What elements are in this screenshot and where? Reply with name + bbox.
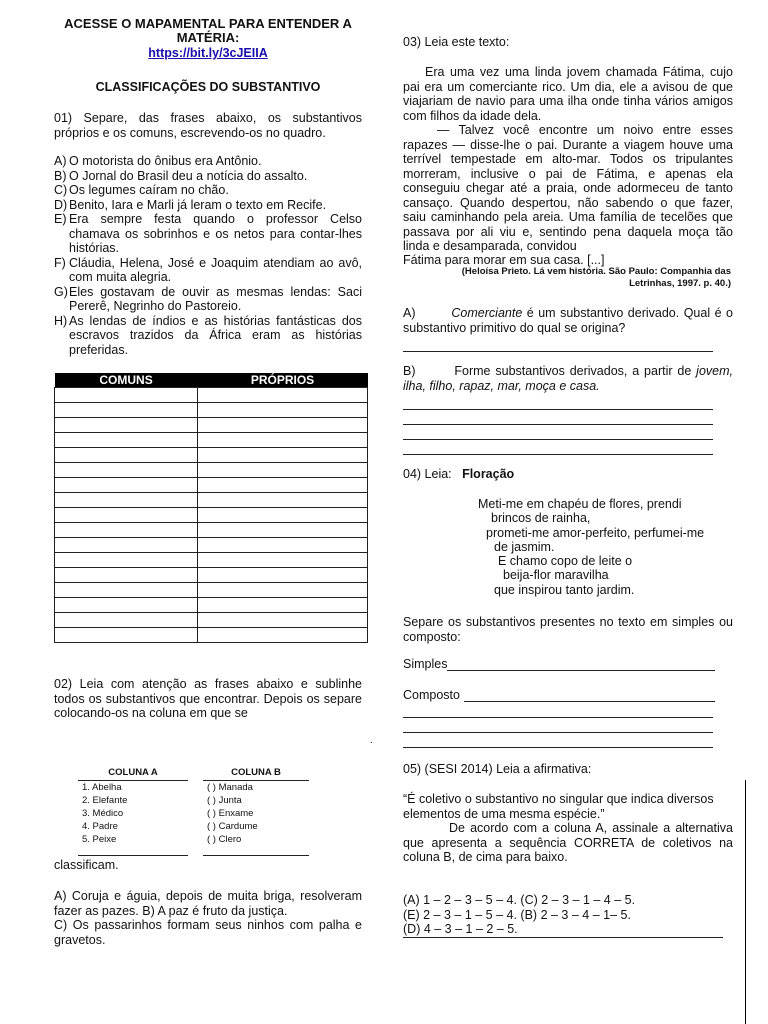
- q4-prompt-row: [403, 467, 514, 481]
- table-row: [55, 523, 368, 538]
- proprios-cell[interactable]: [198, 583, 368, 598]
- q3-paragraph-1: Era uma vez uma linda jovem chamada Fátima, cujo pai era um comerciante rico. Um dia, ele a avisou de que viajariam de navio para uma ilha onde tinha vários amigos com filhos da idade dela.: [403, 65, 733, 123]
- q1-item: [54, 285, 362, 314]
- page-title: CLASSIFICAÇÕES DO SUBSTANTIVO: [95, 80, 321, 94]
- table-row: [55, 463, 368, 478]
- comuns-cell[interactable]: [55, 433, 198, 448]
- coluna-b: [203, 765, 309, 846]
- table-row: [55, 493, 368, 508]
- q1-item-key: G): [54, 284, 68, 299]
- simples-label: Simples: [403, 657, 448, 671]
- poem-line: de jasmim.: [494, 539, 555, 554]
- q1-item-key: C): [54, 183, 68, 197]
- comuns-cell[interactable]: [55, 418, 198, 433]
- proprios-cell[interactable]: [198, 523, 368, 538]
- stray-dot: .: [370, 735, 373, 746]
- q1-items: [54, 154, 362, 357]
- comuns-cell[interactable]: [55, 628, 198, 643]
- comuns-cell[interactable]: [55, 583, 198, 598]
- poem-title: Floração: [462, 467, 515, 481]
- table-row: [55, 538, 368, 553]
- q5-instruction: De acordo com a coluna A, assinale a alternativa que apresenta a sequência CORRETA de coletivos na coluna B, de cima para baixo.: [403, 821, 733, 864]
- q1-item-key: A): [54, 154, 67, 168]
- q1-item-key: B): [54, 168, 67, 183]
- q1-item-text: As lendas de índios e as histórias fantásticas dos escravos trazidos da África eram as histórias preferidas.: [69, 313, 362, 357]
- q1-item-key: F): [54, 255, 66, 270]
- q3-a-answer-lines[interactable]: [403, 337, 713, 352]
- q1-item-text: Cláudia, Helena, José e Joaquim atendiam ao avô, com muita alegria.: [69, 255, 362, 284]
- q1-item: [54, 154, 362, 169]
- simples-field[interactable]: [403, 656, 715, 671]
- proprios-cell[interactable]: [198, 418, 368, 433]
- coluna-a-item: 2. Elefante: [82, 795, 128, 806]
- comuns-cell[interactable]: [55, 403, 198, 418]
- coluna-a-bottom-rule: [78, 855, 188, 856]
- table-row: [55, 403, 368, 418]
- poem-line: beija-flor maravilha: [503, 568, 609, 583]
- comuns-cell[interactable]: [55, 448, 198, 463]
- proprios-cell[interactable]: [198, 538, 368, 553]
- table-row: [55, 418, 368, 433]
- table-row: [55, 628, 368, 643]
- table-row: [55, 448, 368, 463]
- q2-after: classificam.: [54, 858, 119, 872]
- table-row: [55, 598, 368, 613]
- q3-a-text: é um substantivo derivado. Qual é o substantivo primitivo do qual se origina?: [403, 306, 733, 335]
- table-row: [55, 553, 368, 568]
- proprios-cell[interactable]: [198, 508, 368, 523]
- right-margin-rule: [745, 780, 746, 1024]
- nouns-table: [54, 373, 368, 643]
- table-row: [55, 433, 368, 448]
- coluna-b-item[interactable]: ( ) Enxame: [207, 808, 254, 819]
- coluna-b-bottom-rule: [203, 855, 309, 856]
- q1-item-key: D): [54, 197, 68, 212]
- comuns-cell[interactable]: [55, 493, 198, 508]
- comuns-cell[interactable]: [55, 553, 198, 568]
- q1-item: [54, 183, 362, 198]
- coluna-b-item[interactable]: ( ) Cardume: [207, 821, 258, 832]
- q2-sentences: A) Coruja e águia, depois de muita briga, resolveram fazer as pazes. B) A paz é fruto da justiça.: [54, 889, 362, 918]
- poem-line: prometi-me amor-perfeito, perfumei-me: [486, 525, 705, 540]
- q3-prompt: 03) Leia este texto:: [403, 35, 510, 49]
- proprios-cell[interactable]: [198, 568, 368, 583]
- coluna-a: [78, 765, 188, 846]
- coluna-a-header: COLUNA A: [78, 765, 188, 781]
- proprios-cell[interactable]: [198, 628, 368, 643]
- q5-options-1[interactable]: (A) 1 – 2 – 3 – 5 – 4. (C) 2 – 3 – 1 – 4 – 5.: [403, 893, 636, 907]
- proprios-cell[interactable]: [198, 598, 368, 613]
- comuns-cell[interactable]: [55, 538, 198, 553]
- coluna-b-item[interactable]: ( ) Junta: [207, 795, 242, 806]
- mapamental-link[interactable]: https://bit.ly/3cJEIIA: [148, 46, 268, 60]
- comuns-cell[interactable]: [55, 523, 198, 538]
- q3-paragraph-2: — Talvez você encontre um noivo entre esses rapazes — disse-lhe o pai. Durante a viagem houve uma terrível tempestade em alto-mar. Todos os tripulantes morreram, inclusive o pai de Fátima, e apenas ela conseguiu chegar até a praia, onde adormeceu de tanto cansaço. Quando despertou, não sabendo o que fazer, saiu caminhando pela areia. Uma família de tecelões que passava por ali viu e, sentindo pena daquela moça tão linda e desamparada, convidou: [403, 123, 733, 253]
- table-row: [55, 613, 368, 628]
- q1-item-text: Benito, Iara e Marli já leram o texto em Recife.: [69, 197, 327, 212]
- q4-prompt: 04) Leia:: [403, 467, 452, 481]
- q3-paragraph-3: Fátima para morar em sua casa. [...]: [403, 253, 605, 267]
- comuns-cell[interactable]: [55, 598, 198, 613]
- q1-item: [54, 198, 362, 213]
- q1-item-text: Era sempre festa quando o professor Celso chamava os sobrinhos e os netos para contar-lhes histórias.: [69, 212, 362, 255]
- q3-b-answer-lines[interactable]: [403, 395, 713, 455]
- q1-item-key: E): [54, 212, 67, 226]
- comuns-cell[interactable]: [55, 508, 198, 523]
- q1-item-key: H): [54, 313, 68, 328]
- q3-question-b: [403, 364, 733, 393]
- proprios-cell[interactable]: [198, 388, 368, 403]
- q5-quote: “É coletivo o substantivo no singular que indica diversos elementos de uma mesma espécie.”: [403, 792, 714, 821]
- coluna-b-item[interactable]: ( ) Manada: [207, 782, 253, 793]
- coluna-a-item: 5. Peixe: [82, 834, 117, 845]
- comuns-cell[interactable]: [55, 463, 198, 478]
- q1-item: [54, 212, 362, 256]
- coluna-a-item: 1. Abelha: [82, 782, 122, 793]
- q1-item-text: Os legumes caíram no chão.: [69, 183, 229, 197]
- proprios-cell[interactable]: [198, 478, 368, 493]
- poem-line: que inspirou tanto jardim.: [494, 582, 635, 597]
- q4-extra-lines[interactable]: [403, 703, 713, 748]
- q1-item-text: O motorista do ônibus era Antônio.: [69, 154, 262, 168]
- q1-item-text: O Jornal do Brasil deu a notícia do assalto.: [69, 168, 308, 183]
- proprios-cell[interactable]: [198, 553, 368, 568]
- q3-b-emphasis: jovem, ilha, filho, rapaz, mar, moça e casa.: [403, 364, 733, 393]
- q3-b-text: Forme substantivos derivados, a partir de: [454, 364, 692, 378]
- proprios-cell[interactable]: [198, 403, 368, 418]
- q4-instruction: Separe os substantivos presentes no texto em simples ou composto:: [403, 615, 733, 644]
- table-row: [55, 583, 368, 598]
- q5-options-2[interactable]: (E) 2 – 3 – 1 – 5 – 4. (B) 2 – 3 – 4 – 1– 5.: [403, 908, 631, 922]
- q1-item: [54, 256, 362, 285]
- col-proprios-header: PRÓPRIOS: [198, 373, 368, 388]
- table-row: [55, 568, 368, 583]
- q5-options-3[interactable]: (D) 4 – 3 – 1 – 2 – 5.: [403, 922, 723, 938]
- proprios-cell[interactable]: [198, 433, 368, 448]
- q3-a-label: A): [403, 306, 416, 320]
- q1-item-text: Eles gostavam de ouvir as mesmas lendas: Saci Pererê, Negrinho do Pastoreio.: [69, 284, 362, 313]
- proprios-cell[interactable]: [198, 463, 368, 478]
- col-comuns-header: COMUNS: [55, 373, 198, 388]
- table-row: [55, 478, 368, 493]
- proprios-cell[interactable]: [198, 613, 368, 628]
- comuns-cell[interactable]: [55, 568, 198, 583]
- proprios-cell[interactable]: [198, 493, 368, 508]
- table-row: [55, 508, 368, 523]
- poem-line: E chamo copo de leite o: [498, 554, 633, 569]
- coluna-b-header: COLUNA B: [203, 765, 309, 781]
- q3-question-a: [403, 306, 733, 335]
- coluna-b-item[interactable]: ( ) Clero: [207, 834, 242, 845]
- poem-line: brincos de rainha,: [491, 511, 591, 526]
- poem-line: Meti-me em chapéu de flores, prendi: [478, 497, 682, 511]
- coluna-a-item: 4. Padre: [82, 821, 118, 832]
- table-row: [55, 388, 368, 403]
- comuns-cell[interactable]: [55, 388, 198, 403]
- composto-field[interactable]: [403, 687, 715, 702]
- coluna-a-item: 3. Médico: [82, 808, 124, 819]
- comuns-cell[interactable]: [55, 613, 198, 628]
- q1-item: [54, 169, 362, 184]
- proprios-cell[interactable]: [198, 448, 368, 463]
- q1-item: [54, 314, 362, 358]
- q3-source: (Heloísa Prieto. Lá vem história. São Paulo: Companhia das Letrinhas, 1997. p. 40.): [461, 266, 731, 289]
- composto-label: Composto: [403, 688, 460, 702]
- q2-prompt: 02) Leia com atenção as frases abaixo e sublinhe todos os substantivos que encontrar. Depois os separe colocando-os na coluna em que se: [54, 677, 362, 720]
- comuns-cell[interactable]: [55, 478, 198, 493]
- poem: [403, 497, 733, 597]
- q1-prompt: 01) Separe, das frases abaixo, os substantivos próprios e os comuns, escrevendo-os no quadro.: [54, 111, 362, 140]
- q3-a-emphasis: Comerciante: [451, 306, 523, 320]
- q3-b-label: B): [403, 364, 416, 378]
- q2-sentence-c: C) Os passarinhos formam seus ninhos com palha e gravetos.: [54, 918, 362, 947]
- q5-prompt: 05) (SESI 2014) Leia a afirmativa:: [403, 762, 592, 776]
- header-title: ACESSE O MAPAMENTAL PARA ENTENDER A MATÉRIA:: [64, 16, 352, 45]
